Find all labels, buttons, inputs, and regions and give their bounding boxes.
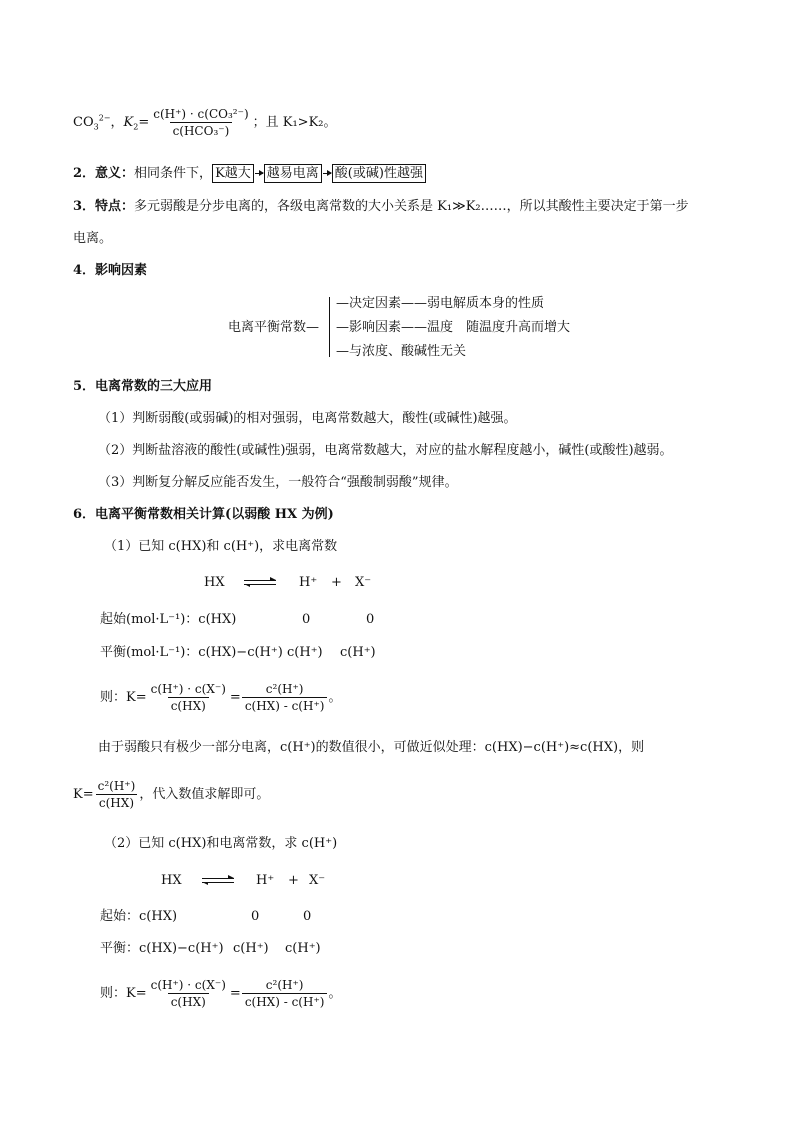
part2-eq-x: c(H⁺) [285, 941, 321, 956]
part1-xminus: X⁻ [355, 575, 372, 590]
part2-hx: HX [161, 873, 182, 888]
section-2: 2．意义：相同条件下， K越大 越易电离 酸(或碱)性越强 [73, 167, 426, 180]
k2-fraction: $\frac{\text{c(H⁺) · c(CO₃²⁻)}}{\text{c(HCO₃⁻)}}$ [153, 107, 249, 138]
approximation-text: 由于弱酸只有极少一部分电离，c(H⁺)的数值很小，可做近似处理：c(HX)−c(H⁺)≈c(HX)，则 [98, 740, 645, 755]
brace-line [329, 297, 330, 357]
part1-plus: + [331, 575, 342, 590]
part2-start-x: 0 [303, 909, 312, 924]
part2-plus: + [288, 873, 299, 888]
part2-xminus: X⁻ [309, 873, 326, 888]
part1-start-x: 0 [366, 612, 375, 627]
part1-eq-label: 平衡(mol·L⁻¹)：c(HX)−c(H⁺) [100, 645, 283, 660]
k2-expression: $CO_3^{2-}$，$K_2=$ $\frac{\text{c(H⁺) · c(CO₃²⁻)}}{\text{c(HCO₃⁻)}}$ ；且 K₁>K₂。 [73, 107, 337, 138]
factor-decisive: —决定因素——弱电解质本身的性质 [336, 296, 545, 311]
part1-start-label: 起始(mol·L⁻¹)：c(HX) [100, 612, 237, 627]
part2-eq-h: c(H⁺) [233, 941, 269, 956]
section-3-line1: 3．特点：多元弱酸是分步电离的，各级电离常数的大小关系是 K₁≫K₂……，所以其酸性主要决定于第一步 [73, 199, 689, 214]
part1-hplus: H⁺ [299, 575, 318, 590]
part1-hx: HX [204, 575, 225, 590]
part2-k-formula: 则：K= $\frac{c(H^+) \cdot c(X^-)}{c(HX)}$ = $\frac{\text{c²(H⁺)}}{c(HX) - c(H^+)}$ 。 [100, 978, 342, 1009]
part2-eq-label: 平衡：c(HX)−c(H⁺) [100, 941, 224, 956]
right-arrow-icon [255, 173, 263, 174]
box-easier-ionize: 越易电离 [264, 164, 322, 183]
section-4-heading: 4．影响因素 [73, 263, 148, 278]
part2-start-label: 起始：c(HX) [100, 909, 178, 924]
application-1: （1）判断弱酸(或弱碱)的相对强弱，电离常数越大，酸性(或碱性)越强。 [98, 411, 517, 426]
part1-start-h: 0 [302, 612, 311, 627]
factor-influence: —影响因素——温度 随温度升高而增大 [336, 320, 571, 335]
part1-eq-x: c(H⁺) [340, 645, 376, 660]
application-3: （3）判断复分解反应能否发生，一般符合“强酸制弱酸”规律。 [98, 475, 458, 490]
part2-start-h: 0 [251, 909, 260, 924]
part2-hplus: H⁺ [256, 873, 275, 888]
box-k-larger: K越大 [212, 164, 254, 183]
co3-ion: $CO_3^{2-}$ [73, 113, 111, 132]
application-2: （2）判断盐溶液的酸性(或碱性)强弱，电离常数越大，对应的盐水解程度越小，碱性(或酸性)越弱。 [98, 443, 673, 458]
part1-eq-h: c(H⁺) [287, 645, 323, 660]
box-stronger-acidity: 酸(或碱)性越强 [332, 164, 426, 183]
equilibrium-arrows-icon [202, 874, 234, 887]
part2-title: （2）已知 c(HX)和电离常数，求 c(H⁺) [104, 836, 338, 851]
right-arrow-icon [323, 173, 331, 174]
part1-k-formula: 则：K= $\frac{c(H^+) \cdot c(X^-)}{c(HX)}$ = $\frac{\text{c²(H⁺)}}{c(HX) - c(H^+)}$ 。 [100, 682, 342, 713]
section-5-heading: 5．电离常数的三大应用 [73, 379, 213, 394]
equilibrium-arrows-icon [244, 576, 276, 589]
factor-independent: —与浓度、酸碱性无关 [336, 344, 467, 359]
section-6-heading: 6．电离平衡常数相关计算(以弱酸 HX 为例) [73, 507, 334, 522]
approximation-formula: K= $\frac{\text{c²(H⁺)}}{c(HX)}$ ，代入数值求解即可。 [73, 779, 270, 810]
part1-title: （1）已知 c(HX)和 c(H⁺)，求电离常数 [104, 539, 338, 554]
factors-root: 电离平衡常数— [228, 320, 320, 335]
section-3-line2: 电离。 [73, 231, 113, 246]
